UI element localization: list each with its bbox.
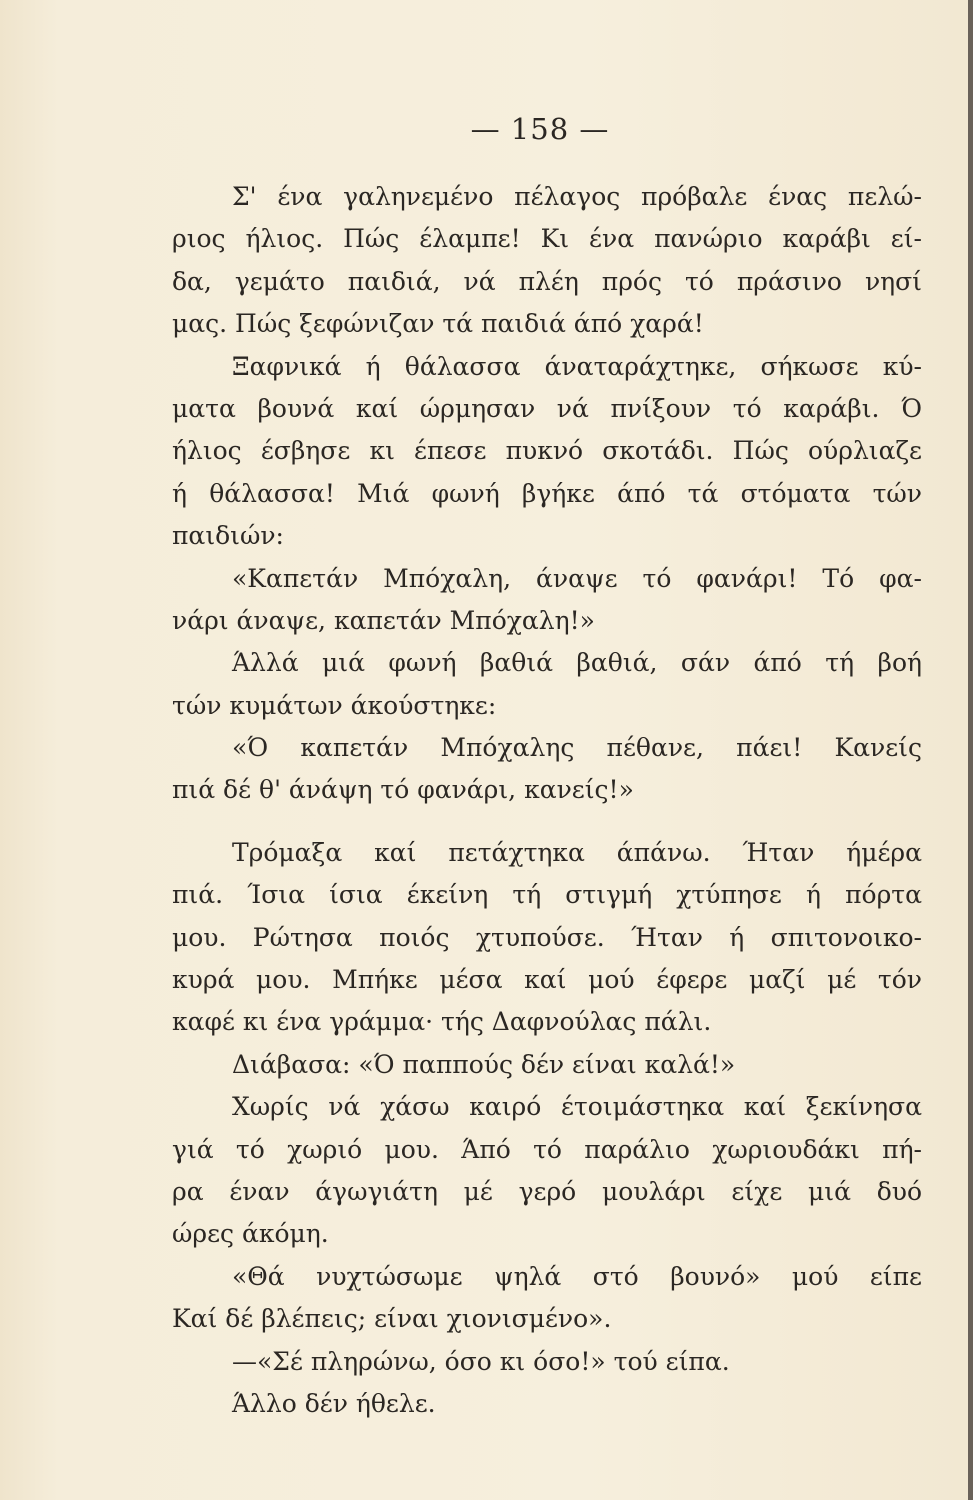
text-line: γιά τό χωριό μου. Άπό τό παράλιο χωριουδάκι πή- <box>172 1134 922 1164</box>
paragraph-gap <box>172 812 922 832</box>
text-line: Ξαφνικά ή θάλασσα άναταράχτηκε, σήκωσε κύ- <box>232 351 922 381</box>
text-line: πιά δέ θ' άνάψη τό φανάρι, κανείς!» <box>172 775 634 805</box>
text-line: «Καπετάν Μπόχαλη, άναψε τό φανάρι! Τό φα- <box>232 563 922 593</box>
text-line: τών κυμάτων άκούστηκε: <box>172 690 497 720</box>
text-line: κυρά μου. Μπήκε μέσα καί μού έφερε μαζί μέ τόν <box>172 965 922 995</box>
text-line: πιά. Ίσια ίσια έκείνη τή στιγμή χτύπησε ή πόρτα <box>172 880 922 910</box>
text-line: Άλλο δέν ήθελε. <box>232 1388 436 1418</box>
text-line: ώρες άκόμη. <box>172 1219 329 1249</box>
text-line: ήλιος έσβησε κι έπεσε πυκνό σκοτάδι. Πώς ούρλιαζε <box>172 436 922 466</box>
text-line: ματα βουνά καί ώρμησαν νά πνίξουν τό καράβι. Ό <box>172 393 922 423</box>
text-line: ρα έναν άγωγιάτη μέ γερό μουλάρι είχε μιά δυό <box>172 1176 922 1206</box>
text-line: «Ό καπετάν Μπόχαλης πέθανε, πάει! Κανείς <box>232 733 922 763</box>
text-line: «Θά νυχτώσωμε ψηλά στό βουνό» μού είπε <box>232 1261 922 1291</box>
text-line: καφέ κι ένα γράμμα· τής Δαφνούλας πάλι. <box>172 1007 712 1037</box>
text-line: Διάβασα: «Ό παππούς δέν είναι καλά!» <box>232 1049 736 1079</box>
text-line: μου. Ρώτησα ποιός χτυπούσε. Ήταν ή σπιτονοικο- <box>172 922 922 952</box>
page-body-text <box>172 176 922 1425</box>
text-line: Χωρίς νά χάσω καιρό έτοιμάστηκα καί ξεκίνησα <box>232 1092 922 1122</box>
page-number: — 158 — <box>470 112 610 146</box>
text-line: μας. Πώς ξεφώνιζαν τά παιδιά άπό χαρά! <box>172 309 704 339</box>
text-line: Σ' ένα γαληνεμένο πέλαγος πρόβαλε ένας πελώ- <box>232 182 922 211</box>
text-line: ριος ήλιος. Πώς έλαμπε! Κι ένα πανώριο καράβι εί- <box>172 224 922 254</box>
text-line: Τρόμαξα καί πετάχτηκα άπάνω. Ήταν ήμέρα <box>232 837 922 867</box>
text-line: νάρι άναψε, καπετάν Μπόχαλη!» <box>172 605 595 635</box>
text-line: ή θάλασσα! Μιά φωνή βγήκε άπό τά στόματα τών <box>172 478 922 508</box>
text-line: Καί δέ βλέπεις; είναι χιονισμένο». <box>172 1304 612 1334</box>
text-line: Άλλά μιά φωνή βαθιά βαθιά, σάν άπό τή βοή <box>232 648 922 678</box>
text-line: δα, γεμάτο παιδιά, νά πλέη πρός τό πράσινο νησί <box>172 266 922 296</box>
text-line: —«Σέ πληρώνω, όσο κι όσο!» τού είπα. <box>232 1346 730 1376</box>
page-edge-shadow <box>968 0 973 1500</box>
text-line: παιδιών: <box>172 521 284 551</box>
